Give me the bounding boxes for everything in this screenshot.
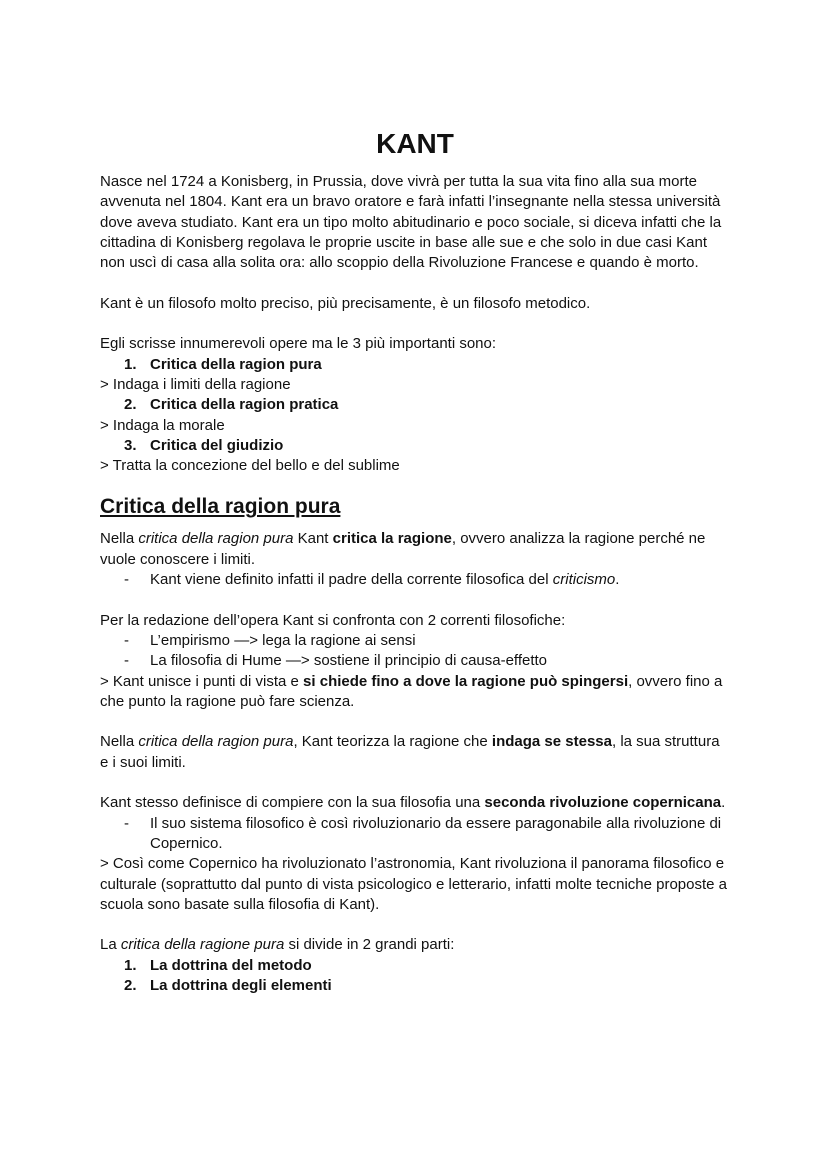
section-paragraph-2: Per la redazione dell’opera Kant si confronta con 2 correnti filosofiche: — [100, 611, 566, 629]
section-paragraph-1: Nella critica della ragion pura Kant critica la ragione, ovvero analizza la ragione perché ne vuole conoscere i limiti. — [100, 530, 706, 568]
works-intro: Egli scrisse innumerevoli opere ma le 3 più importanti sono: — [100, 335, 497, 353]
work-item: 1. Critica della ragion pura — [124, 355, 322, 373]
page-title: KANT — [376, 128, 454, 159]
section-heading: Critica della ragion pura — [100, 495, 341, 519]
bullet-item: - L’empirismo —> lega la ragione ai sensi — [124, 631, 416, 649]
work-item: 2. Critica della ragion pratica — [124, 396, 339, 414]
document-page — [100, 126, 730, 996]
work-note: > Tratta la concezione del bello e del sublime — [100, 457, 400, 475]
intro-paragraph: Nasce nel 1724 a Konisberg, in Prussia, dove vivrà per tutta la sua vita fino alla sua morte avvenuta nel 1804. Kant era un bravo oratore e farà infatti l’insegnante nella stessa università dove aveva studiato. Kant era un tipo molto abitudinario e poco sociale, si diceva infatti che la cittadina di Konisberg regolava le proprie uscite in base alle sue e che solo in due casi Kant non uscì di casa alla solita ora: allo scoppio della Rivoluzione Francese e quando è morto. — [100, 173, 722, 272]
intro-method-paragraph: Kant è un filosofo molto preciso, più precisamente, è un filosofo metodico. — [100, 294, 591, 312]
work-note: > Indaga la morale — [100, 416, 225, 434]
section-paragraph-5: La critica della ragione pura si divide in 2 grandi parti: — [100, 936, 455, 954]
section-paragraph-3: Nella critica della ragion pura, Kant teorizza la ragione che indaga se stessa, la sua struttura e i suoi limiti. — [100, 733, 720, 771]
bullet-item: - Kant viene definito infatti il padre della corrente filosofica del criticismo. — [124, 571, 620, 589]
bullet-item: - La filosofia di Hume —> sostiene il principio di causa-effetto — [124, 652, 548, 670]
work-item: 3. Critica del giudizio — [124, 436, 284, 454]
bullet-item: - Il suo sistema filosofico è così rivoluzionario da essere paragonabile alla rivoluzione di Copernico. — [124, 814, 722, 852]
section-note-4: > Così come Copernico ha rivoluzionato l’astronomia, Kant rivoluziona il panorama filosofico e culturale (soprattutto dal punto di vista psicologico e letterario, infatti molte tecniche proposte a scuola sono basate sulla filosofia di Kant). — [100, 855, 728, 913]
section-paragraph-4: Kant stesso definisce di compiere con la sua filosofia una seconda rivoluzione copernicana. — [100, 794, 726, 812]
part-item: 2. La dottrina degli elementi — [124, 976, 332, 994]
section-note-2: > Kant unisce i punti di vista e si chiede fino a dove la ragione può spingersi, ovvero fino a che punto la ragione può fare scienza. — [100, 672, 723, 710]
work-note: > Indaga i limiti della ragione — [100, 375, 291, 393]
part-item: 1. La dottrina del metodo — [124, 956, 312, 974]
